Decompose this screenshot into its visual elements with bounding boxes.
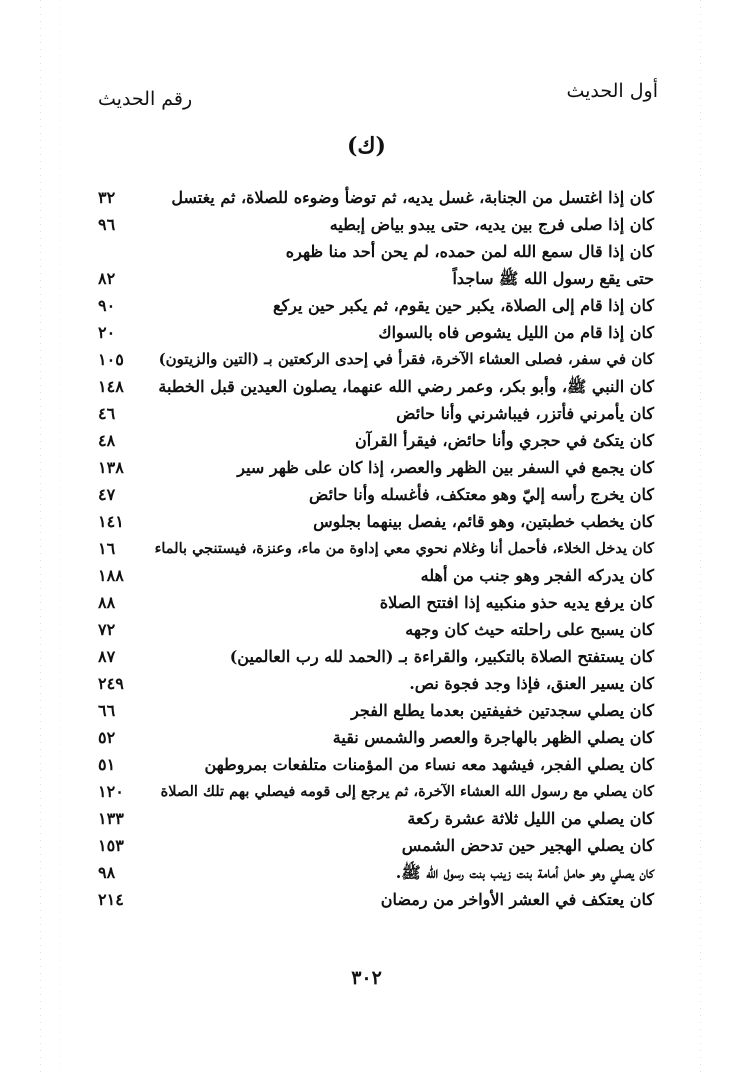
- index-row: [98, 319, 654, 346]
- hadith-start-text: كان يستفتح الصلاة بالتكبير، والقراءة بـ (الحمد لله رب العالمين): [229, 647, 654, 666]
- hadith-start-text: كان إذا صلى فرج بين يديه، حتى يبدو بياض إبطيه: [329, 215, 654, 234]
- hadith-start-text: كان يصلي مع رسول الله العشاء الآخرة، ثم يرجع إلى قومه فيصلي بهم تلك الصلاة: [160, 783, 654, 800]
- hadith-start-text: كان يصلي الظهر بالهاجرة والعصر والشمس نقية: [332, 728, 654, 747]
- index-row: [98, 454, 654, 481]
- hadith-start-text: كان يصلي الهجير حين تدحض الشمس: [401, 836, 654, 855]
- hadith-number: ١٣٨: [98, 458, 124, 477]
- hadith-number: ٦٦: [98, 701, 116, 720]
- hadith-number: ٩٦: [98, 215, 116, 234]
- index-row: [98, 778, 654, 805]
- hadith-number: ١٢٠: [98, 782, 124, 801]
- index-row: [98, 373, 654, 400]
- index-row: [98, 697, 654, 724]
- page-number: ٣٠٢: [351, 967, 382, 989]
- index-row: [98, 508, 654, 535]
- header-hadith-start: أول الحديث: [566, 80, 658, 102]
- index-row: [98, 238, 654, 265]
- hadith-start-text: كان يجمع في السفر بين الظهر والعصر، إذا كان على ظهر سير: [237, 458, 654, 477]
- hadith-number: ٢١٤: [98, 890, 124, 909]
- hadith-number: ٨٧: [98, 647, 116, 666]
- hadith-start-text: كان إذا قال سمع الله لمن حمده، لم يحن أحد منا ظهره: [285, 242, 654, 261]
- hadith-start-text: كان يرفع يديه حذو منكبيه إذا افتتح الصلاة: [379, 593, 654, 612]
- hadith-start-text: كان إذا اغتسل من الجنابة، غسل يديه، ثم توضأ وضوءه للصلاة، ثم يغتسل: [171, 188, 654, 207]
- hadith-number: ٤٦: [98, 404, 116, 423]
- hadith-start-text: كان يخطب خطبتين، وهو قائم، يفصل بينهما بجلوس: [313, 512, 654, 531]
- index-row: [98, 805, 654, 832]
- hadith-start-text: كان يصلي من الليل ثلاثة عشرة ركعة: [407, 809, 654, 828]
- hadith-start-text: كان يصلي الفجر، فيشهد معه نساء من المؤمنات متلفعات بمروطهن: [204, 755, 654, 774]
- hadith-number: ٢٤٩: [98, 674, 124, 693]
- hadith-start-text: كان يتكئ في حجري وأنا حائض، فيقرأ القرآن: [354, 431, 654, 450]
- scan-artifact: [700, 0, 701, 1072]
- hadith-number: ٩٨: [98, 863, 116, 882]
- hadith-start-text: كان يسبح على راحلته حيث كان وجهه: [405, 620, 654, 639]
- hadith-number: ١٥٣: [98, 836, 124, 855]
- hadith-number: ٩٠: [98, 296, 116, 315]
- index-row: [98, 292, 654, 319]
- index-row: [98, 859, 654, 886]
- hadith-start-text: كان يسير العنق، فإذا وجد فجوة نص.: [409, 674, 654, 693]
- table-header: [98, 80, 658, 110]
- index-row: [98, 616, 654, 643]
- index-row: [98, 724, 654, 751]
- index-row: [98, 400, 654, 427]
- hadith-start-text: كان يخرج رأسه إليّ وهو معتكف، فأغسله وأنا حائض: [308, 485, 654, 504]
- index-row: [98, 670, 654, 697]
- section-letter-heading: (ك): [347, 133, 386, 159]
- hadith-number: ٥٢: [98, 728, 116, 747]
- hadith-number: ٨٢: [98, 269, 116, 288]
- index-row: [98, 481, 654, 508]
- hadith-start-text: كان يدركه الفجر وهو جنب من أهله: [420, 566, 654, 585]
- hadith-number: ١٦: [98, 539, 116, 558]
- hadith-number: ٥١: [98, 755, 116, 774]
- index-row: [98, 346, 654, 373]
- hadith-number: ٨٨: [98, 593, 116, 612]
- hadith-start-text: كان إذا قام من الليل يشوص فاه بالسواك: [378, 323, 654, 342]
- hadith-number: ٤٧: [98, 485, 116, 504]
- index-row: [98, 184, 654, 211]
- hadith-start-text: كان يصلي سجدتين خفيفتين بعدما يطلع الفجر: [351, 701, 654, 720]
- hadith-number: ٧٢: [98, 620, 116, 639]
- hadith-number: ٣٢: [98, 188, 116, 207]
- hadith-start-text: كان يعتكف في العشر الأواخر من رمضان: [380, 890, 654, 909]
- index-row: [98, 751, 654, 778]
- scan-artifact: [40, 0, 41, 1072]
- hadith-number: ١٤٨: [98, 377, 124, 396]
- hadith-start-text: كان يدخل الخلاء، فأحمل أنا وغلام نحوي معي إداوة من ماء، وعنزة، فيستنجي بالماء: [154, 540, 654, 557]
- index-row: [98, 427, 654, 454]
- index-row: [98, 589, 654, 616]
- hadith-number: ٢٠: [98, 323, 116, 342]
- hadith-number: ١٨٨: [98, 566, 124, 585]
- index-row: [98, 535, 654, 562]
- hadith-start-text: كان إذا قام إلى الصلاة، يكبر حين يقوم، ثم يكبر حين يركع: [273, 296, 654, 315]
- hadith-start-text: حتى يقع رسول الله ﷺ ساجداً: [452, 269, 654, 288]
- index-row: [98, 643, 654, 670]
- hadith-number: ١٣٣: [98, 809, 124, 828]
- hadith-number: ٤٨: [98, 431, 116, 450]
- hadith-start-text: كان النبي ﷺ، وأبو بكر، وعمر رضي الله عنهما، يصلون العيدين قبل الخطبة: [158, 377, 654, 396]
- header-hadith-number: رقم الحديث: [98, 88, 193, 110]
- index-list: [98, 184, 654, 913]
- index-row: [98, 265, 654, 292]
- index-row: [98, 886, 654, 913]
- hadith-start-text: كان في سفر، فصلى العشاء الآخرة، فقرأ في إحدى الركعتين بـ (التين والزيتون): [158, 350, 654, 368]
- hadith-start-text: كان يأمرني فأتزر، فيباشرني وأنا حائض: [396, 404, 654, 423]
- index-row: [98, 832, 654, 859]
- hadith-number: ١٤١: [98, 512, 124, 531]
- index-row: [98, 562, 654, 589]
- index-row: [98, 211, 654, 238]
- hadith-number: ١٠٥: [98, 350, 124, 369]
- hadith-start-text: كان يصلي وهو حامل أمامة بنت زينب بنت رسول الله ﷺ.: [395, 863, 654, 882]
